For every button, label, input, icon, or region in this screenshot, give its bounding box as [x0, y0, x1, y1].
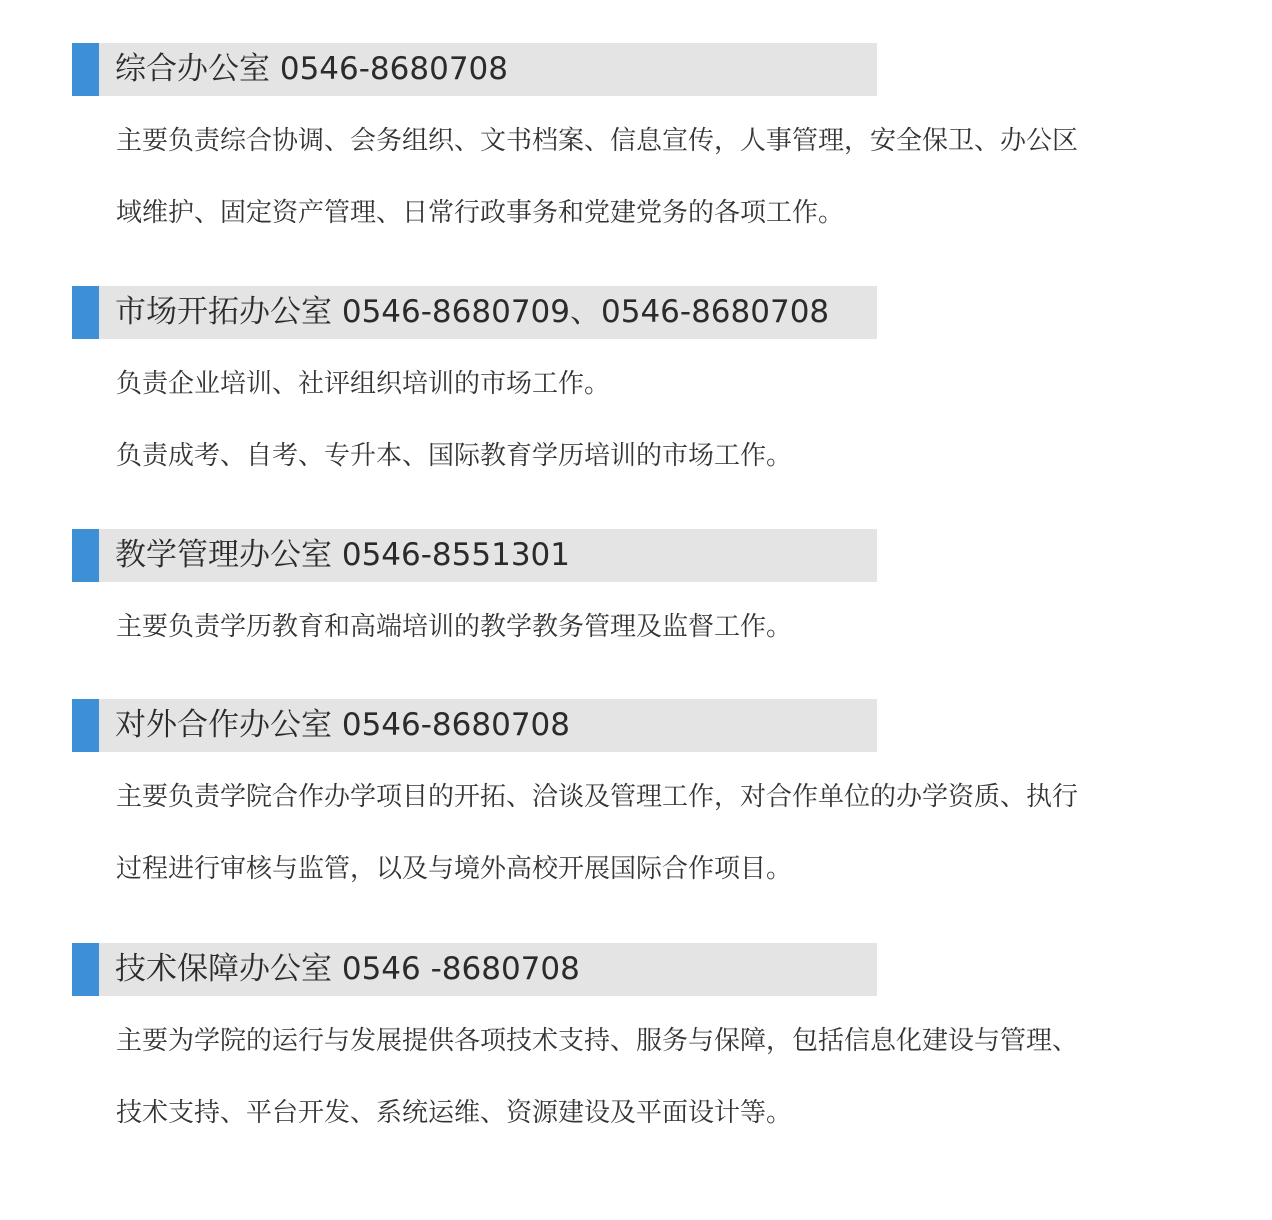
section-accent-bar — [72, 286, 99, 339]
section-description-line: 负责企业培训、社评组织培训的市场工作。 — [116, 369, 611, 399]
section-header — [72, 286, 877, 339]
section-accent-bar — [72, 943, 99, 996]
section-description-line: 主要为学院的运行与发展提供各项技术支持、服务与保障，包括信息化建设与管理、 — [116, 1026, 1079, 1056]
section-description-line: 过程进行审核与监管，以及与境外高校开展国际合作项目。 — [116, 854, 793, 884]
section-accent-bar — [72, 699, 99, 752]
section-title: 综合办公室 0546-8680708 — [115, 51, 508, 87]
section-description-line: 主要负责学历教育和高端培训的教学教务管理及监督工作。 — [116, 612, 793, 642]
section-title: 教学管理办公室 0546-8551301 — [115, 537, 570, 573]
section-description-line: 域维护、固定资产管理、日常行政事务和党建党务的各项工作。 — [116, 198, 845, 228]
section-header — [72, 943, 877, 996]
section-accent-bar — [72, 43, 99, 96]
section-description-line: 技术支持、平台开发、系统运维、资源建设及平面设计等。 — [116, 1098, 793, 1128]
section-title: 市场开拓办公室 0546-8680709、0546-8680708 — [115, 294, 830, 330]
section-title: 技术保障办公室 0546 -8680708 — [115, 951, 580, 987]
section-description-line: 主要负责综合协调、会务组织、文书档案、信息宣传，人事管理，安全保卫、办公区 — [116, 126, 1079, 156]
section-header — [72, 43, 877, 96]
section-header — [72, 699, 877, 752]
section-title: 对外合作办公室 0546-8680708 — [115, 707, 570, 743]
section-accent-bar — [72, 529, 99, 582]
section-description-line: 主要负责学院合作办学项目的开拓、洽谈及管理工作，对合作单位的办学资质、执行 — [116, 782, 1079, 812]
section-description-line: 负责成考、自考、专升本、国际教育学历培训的市场工作。 — [116, 441, 793, 471]
section-header — [72, 529, 877, 582]
